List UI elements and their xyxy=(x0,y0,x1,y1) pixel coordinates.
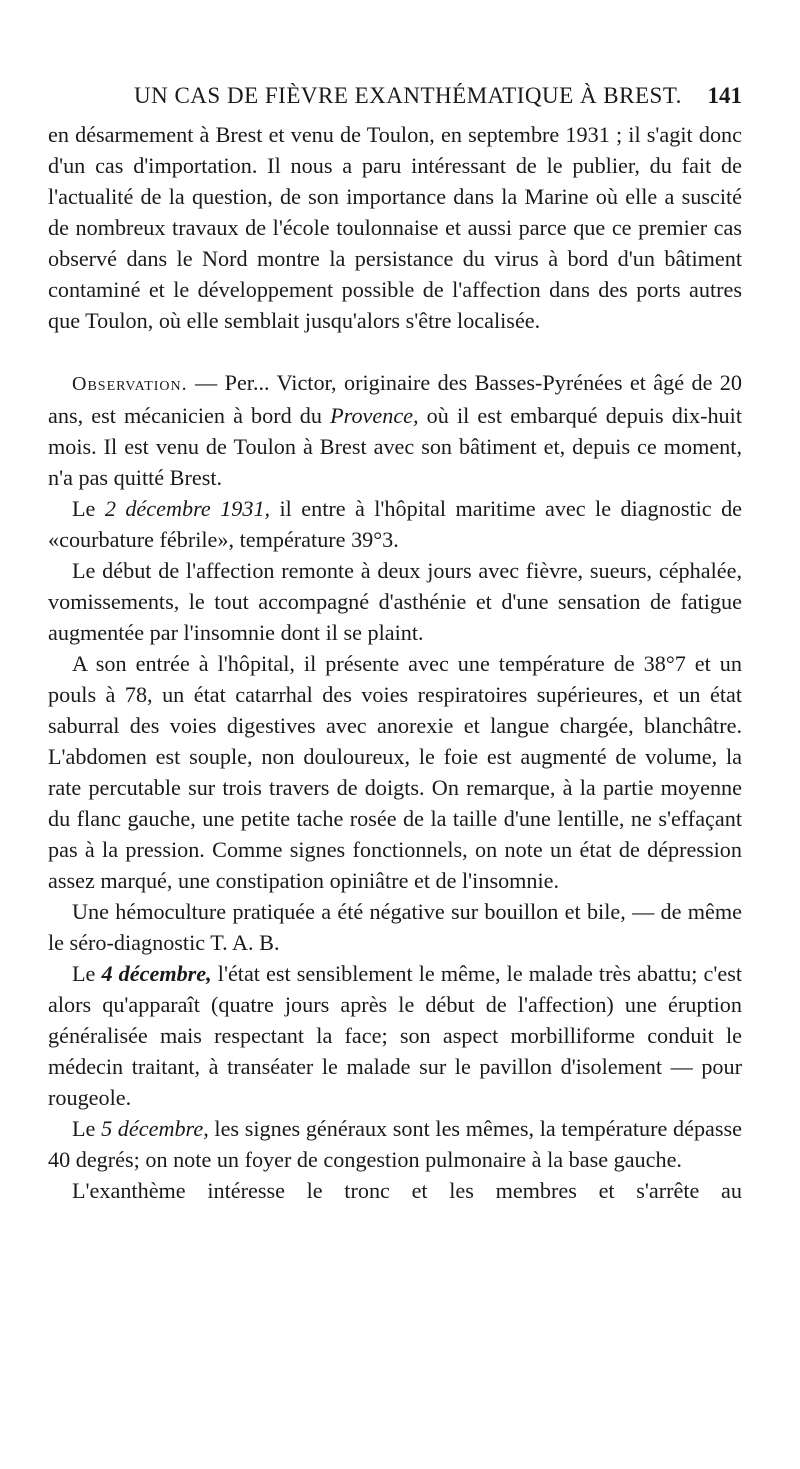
observation-p7-a: Le xyxy=(72,1116,102,1141)
followup-date: 5 décembre, xyxy=(101,1116,209,1141)
observation-p7-b: les signes généraux sont les mêmes, la température dépasse 40 degrés; on note un foyer de congestion pulmonaire à la base gauche. xyxy=(48,1116,742,1172)
observation-paragraph-7 xyxy=(48,1113,742,1175)
running-header xyxy=(48,78,742,114)
admission-date: 2 décembre 1931, xyxy=(104,496,271,521)
observation-label: Observation. xyxy=(72,373,188,395)
observation-p1-a: — Per... Victor, originaire des Basses-Pyrénées et âgé de 20 ans, est mécanicien à bord du xyxy=(48,370,742,428)
running-title: UN CAS DE FIÈVRE EXANTHÉMATIQUE À BREST. xyxy=(134,83,682,108)
observation-p6-a: Le xyxy=(72,961,102,986)
intro-paragraph: en désarmement à Brest et venu de Toulon, en septembre 1931 ; il s'agit donc d'un cas d'importation. Il nous a paru intéressant de le publier, du fait de l'actualité de la question, de son importance dans la Marine où elle a suscité de nombreux travaux de l'école toulonnaise et aussi parce que ce premier cas observé dans le Nord montre la persistance du virus à bord d'un bâtiment contaminé et le développement possible de l'affection dans des ports autres que Toulon, où elle semblait jusqu'alors s'être localisée. xyxy=(48,122,742,333)
observation-paragraph-3: Le début de l'affection remonte à deux jours avec fièvre, sueurs, céphalée, vomissements, le tout accompagné d'asthénie et d'une sensation de fatigue augmentée par l'insomnie dont il se plaint. xyxy=(48,558,742,645)
observation-p2-b: il entre à l'hôpital maritime avec le diagnostic de «courbature fébrile», température 39°3. xyxy=(48,496,743,552)
observation-p6-b: l'état est sensiblement le même, le malade très abattu; c'est alors qu'apparaît (quatre jours après le début de l'affection) une éruption généralisée mais respectant la face; son aspect morbilliforme conduit le médecin traitant, à transéater le malade sur le pavillon d'isolement — pour rougeole. xyxy=(48,961,742,1110)
observation-paragraph-4: A son entrée à l'hôpital, il présente avec une température de 38°7 et un pouls à 78, un état catarrhal des voies respiratoires supérieures, et un état saburral des voies digestives avec anorexie et langue chargée, blanchâtre. L'abdomen est souple, non douloureux, le foie est augmenté de volume, la rate percutable sur trois travers de doigts. On remarque, à la partie moyenne du flanc gauche, une petite tache rosée de la taille d'une lentille, ne s'effaçant pas à la pression. Comme signes fonctionnels, on note un état de dépression assez marqué, une constipation opiniâtre et de l'insomnie. xyxy=(48,651,742,893)
observation-paragraph-5: Une hémoculture pratiquée a été négative sur bouillon et bile, — de même le séro-diagnostic T. A. B. xyxy=(48,899,742,955)
observation-p1-b: où il est embarqué depuis dix-huit mois. Il est venu de Toulon à Brest avec son bâtiment et, depuis ce moment, n'a pas quitté Brest. xyxy=(48,403,742,490)
observation-paragraph-1 xyxy=(48,367,742,493)
section-gap xyxy=(48,336,742,367)
body-text xyxy=(48,119,742,1206)
observation-paragraph-6 xyxy=(48,958,742,1113)
observation-paragraph-2 xyxy=(48,493,742,555)
eruption-date: 4 décembre, xyxy=(101,961,212,986)
observation-p2-a: Le xyxy=(72,496,105,521)
page-number: 141 xyxy=(707,83,742,108)
observation-paragraph-8: L'exanthème intéresse le tronc et les membres et s'arrête au xyxy=(72,1178,742,1203)
ship-name: Provence, xyxy=(330,403,419,428)
